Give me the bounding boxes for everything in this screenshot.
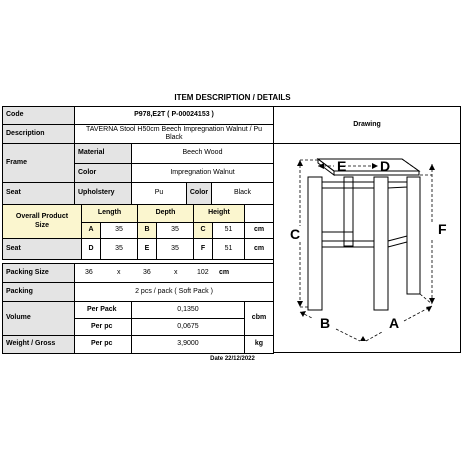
seat-letter-d: D: [81, 238, 101, 260]
weight-label: Weight / Gross: [2, 335, 75, 354]
drawing-panel: [273, 143, 461, 353]
description-value: TAVERNA Stool H50cm Beech Impregnation Walnut / Pu Black: [74, 124, 274, 144]
upper-rail-side: [388, 182, 407, 188]
stretcher-right: [388, 236, 407, 247]
material-label: Material: [74, 143, 132, 164]
leg-back-right: [407, 177, 420, 294]
weight-value: 3,9000: [131, 335, 245, 354]
leg-front-right: [374, 177, 388, 310]
seat-f-value: 51: [212, 238, 245, 260]
packing-value: 2 pcs / pack ( Soft Pack ): [74, 282, 274, 302]
length-label: Length: [81, 204, 138, 223]
overall-letter-a: A: [81, 222, 101, 239]
per-pack-value: 0,1350: [131, 301, 245, 319]
overall-letter-c: C: [193, 222, 213, 239]
seat-top: [318, 158, 419, 174]
drawing-letter-b: B: [320, 315, 331, 331]
packing-unit: cm: [219, 268, 230, 276]
depth-label: Depth: [137, 204, 194, 223]
seat-d-value: 35: [100, 238, 138, 260]
seat-color-label: Color: [186, 182, 212, 205]
upholstery-label: Upholstery: [74, 182, 132, 205]
seat-letter-e: E: [137, 238, 157, 260]
weight-unit: kg: [244, 335, 274, 354]
leg-front-left: [308, 177, 322, 310]
packing-length: 36: [85, 268, 93, 276]
frame-color-label: Color: [74, 163, 132, 183]
seat-front: [334, 171, 419, 175]
volume-label: Volume: [2, 301, 75, 336]
weight-per-pc-label: Per pc: [74, 335, 132, 354]
leg-back-left: [344, 177, 353, 246]
packing-x2: x: [174, 268, 178, 276]
overall-blank: [244, 204, 274, 223]
seat-color-value: Black: [211, 182, 274, 205]
upper-rail-front: [322, 182, 374, 188]
overall-unit: cm: [244, 222, 274, 239]
volume-per-pc-label: Per pc: [74, 318, 132, 336]
stool-drawing: [274, 144, 460, 352]
per-pack-label: Per Pack: [74, 301, 132, 319]
seat-unit: cm: [244, 238, 274, 260]
drawing-letter-c: C: [290, 226, 301, 242]
document-date: Date 22/12/2022: [210, 356, 255, 362]
packing-x1: x: [117, 268, 121, 276]
seat-label: Seat: [2, 182, 75, 205]
sheet-title: ITEM DESCRIPTION / DETAILS: [174, 93, 291, 102]
code-label: Code: [2, 106, 75, 125]
packing-size-label: Packing Size: [2, 263, 75, 283]
upholstery-value: Pu: [131, 182, 187, 205]
stretcher-side: [322, 232, 353, 241]
packing-width: 36: [143, 268, 151, 276]
overall-size-label: Overall Product Size: [2, 204, 82, 239]
frame-label: Frame: [2, 143, 75, 183]
height-label: Height: [193, 204, 245, 223]
drawing-letter-a: A: [389, 315, 400, 331]
volume-unit: cbm: [244, 301, 274, 336]
drawing-letter-d: D: [380, 158, 391, 174]
drawing-letter-e: E: [337, 158, 347, 174]
overall-height-value: 51: [212, 222, 245, 239]
overall-letter-b: B: [137, 222, 157, 239]
overall-depth-value: 35: [156, 222, 194, 239]
seat-size-label: Seat: [2, 238, 82, 260]
overall-length-value: 35: [100, 222, 138, 239]
seat-e-value: 35: [156, 238, 194, 260]
drawing-label: Drawing: [273, 106, 461, 144]
material-value: Beech Wood: [131, 143, 274, 164]
code-value: P978,E2T ( P-00024153 ): [74, 106, 274, 125]
description-label: Description: [2, 124, 75, 144]
packing-label: Packing: [2, 282, 75, 302]
packing-height: 102: [197, 268, 209, 276]
volume-per-pc-value: 0,0675: [131, 318, 245, 336]
drawing-letter-f: F: [438, 221, 447, 237]
frame-color-value: Impregnation Walnut: [131, 163, 274, 183]
packing-size-values: [74, 263, 274, 283]
seat-letter-f: F: [193, 238, 213, 260]
